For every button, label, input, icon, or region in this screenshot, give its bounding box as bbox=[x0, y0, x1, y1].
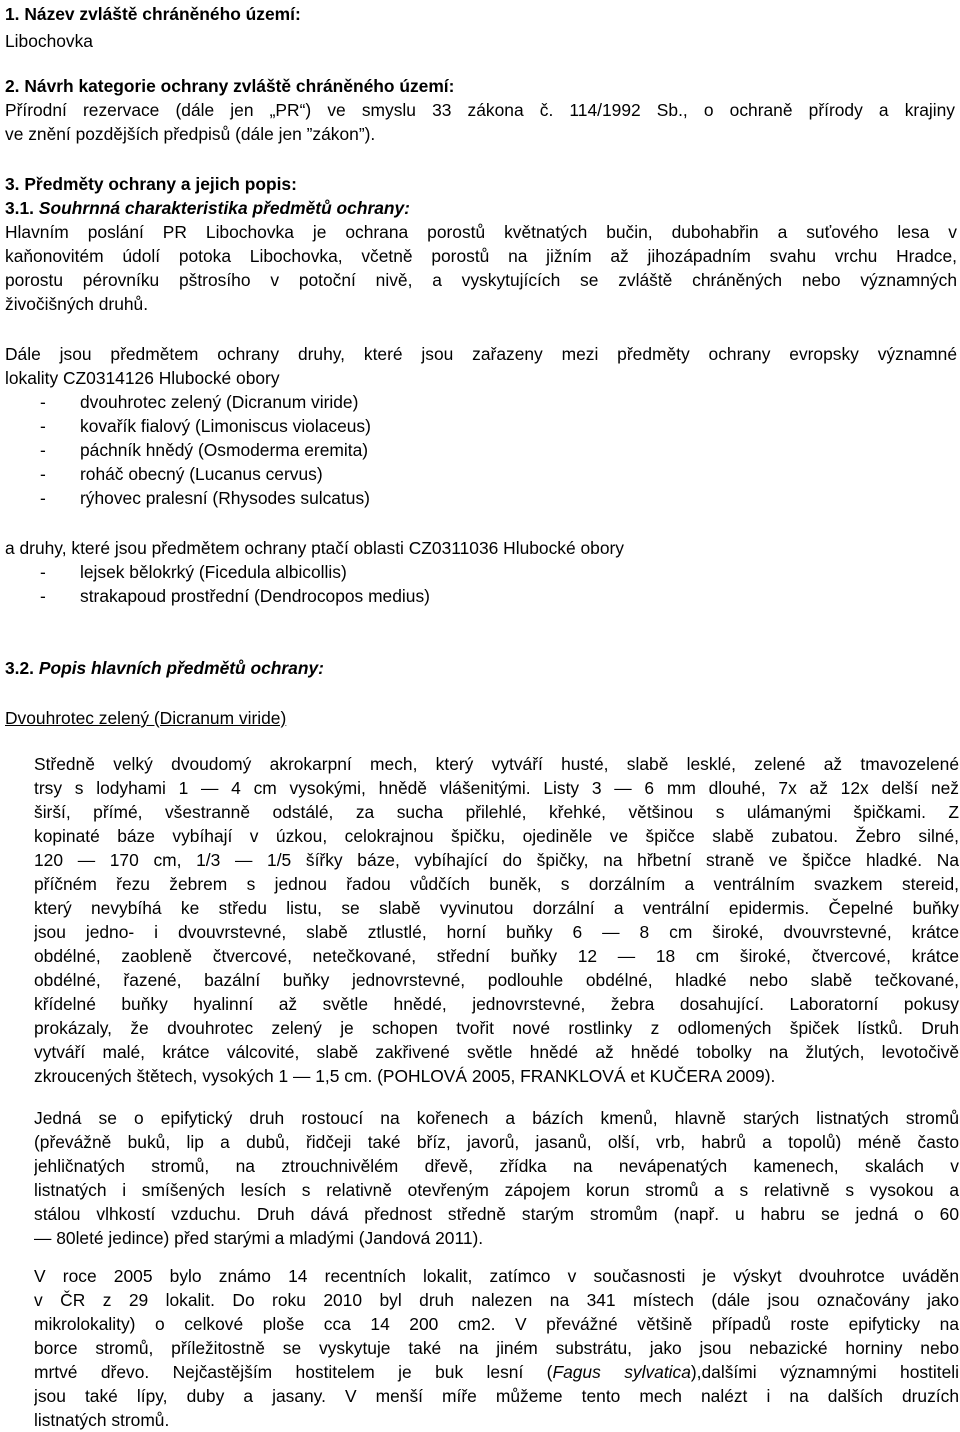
desc-line: trsy s lodyhami 1 — 4 cm vysokými, hnědě vlášenitými. Listy 3 — 6 mm dlouhé, 7x až 12x delší než bbox=[34, 778, 959, 798]
desc-line: 120 — 170 cm, 1/3 — 1/5 šířky báze, vybíhající do špičky, na hřbetní straně ve špičce hladké. Na bbox=[34, 850, 959, 870]
desc-line: kopinaté báze vybíhají v úzkou, celokrajnou špičku, ojediněle ve špičce slabě zubatou. Žebro silné, bbox=[34, 826, 959, 846]
desc-line: Jedná se o epifytický druh rostoucí na kořenech a bázích kmenů, hlavně starých listnatých stromů bbox=[34, 1108, 959, 1128]
desc-line: (převážně buků, lip a dubů, řidčeji také bříz, javorů, jasanů, olší, vrb, habrů a topolů) méně často bbox=[34, 1132, 959, 1152]
list-item: - strakapoud prostřední (Dendrocopos medius) bbox=[40, 586, 430, 606]
desc-line: — 80leté jedince) před starými a mladými (Jandová 2011). bbox=[34, 1228, 484, 1248]
desc-line: vytváří malé, krátce válcovité, slabě zakřivené světle hnědé až hnědé tobolky na žlutých, levotočivě bbox=[34, 1042, 959, 1062]
desc-line: stálou vlhkostí vzduchu. Druh dává přednost středně starým stromům (např. u habru se jedná o 60 bbox=[34, 1204, 959, 1224]
desc-line: jsou také lípy, duby a jasany. V menší míře můžeme tento mech nalézt i na dalších druzích bbox=[34, 1386, 959, 1406]
desc-line: jsou jedno- i dvouvrstevné, slabě ztlustlé, horní buňky 6 — 8 cm široké, dvouvrstevné, krátce bbox=[34, 922, 959, 942]
subsection-3-1-number: 3.1. bbox=[5, 198, 35, 218]
species-title: Dvouhrotec zelený (Dicranum viride) bbox=[5, 708, 287, 728]
subsection-3-2-title: Popis hlavních předmětů ochrany: bbox=[38, 658, 324, 678]
latin-name: Fagus sylvatica bbox=[552, 1362, 691, 1382]
subsection-3-2-number: 3.2. bbox=[5, 658, 35, 678]
section-3-heading: 3. Předměty ochrany a jejich popis: bbox=[5, 174, 297, 194]
evl-paragraph bbox=[5, 342, 957, 390]
subsection-3-1-title: Souhrnná charakteristika předmětů ochrany: bbox=[38, 198, 410, 218]
desc-line: listnatých i smíšených lesích s relativně otevřeným zápojem korun stromů a s relativně s vysokou a bbox=[34, 1180, 959, 1200]
species-description-3 bbox=[34, 1264, 959, 1432]
desc-line: v ČR z 29 lokalit. Do roku 2010 byl druh nalezen na 341 místech (dále jsou označovány jako bbox=[34, 1290, 959, 1310]
section-2-heading: 2. Návrh kategorie ochrany zvláště chráněného území: bbox=[5, 76, 455, 96]
list-item: - lejsek bělokrký (Ficedula albicollis) bbox=[40, 562, 347, 582]
protected-area-name: Libochovka bbox=[5, 31, 93, 51]
list-item: - kovařík fialový (Limoniscus violaceus) bbox=[40, 416, 371, 436]
species-description-1 bbox=[34, 752, 959, 1088]
desc-line: zkroucených štětech, vysokých 1 — 1,5 cm. (POHLOVÁ 2005, FRANKLOVÁ et KUČERA 2009). bbox=[34, 1066, 776, 1086]
list-item: - rýhovec pralesní (Rhysodes sulcatus) bbox=[40, 488, 370, 508]
category-text-line-1: Přírodní rezervace (dále jen „PR“) ve smyslu 33 zákona č. 114/1992 Sb., o ochraně přírody a krajiny bbox=[5, 100, 955, 120]
subsection-3-2-heading bbox=[5, 656, 955, 680]
desc-line: křídelné buňky hyalinní až světle hnědé, jednovrstevné, žebra dosahující. Laboratorní pokusy bbox=[34, 994, 959, 1014]
desc-line: mrtvé dřevo. Nejčastějším hostitelem je buk lesní (Fagus sylvatica),dalšími významnými hostiteli bbox=[34, 1362, 959, 1382]
category-text-line-2: ve znění pozdějších předpisů (dále jen ”zákon”). bbox=[5, 124, 376, 144]
desc-line: jehličnatých stromů, na ztrouchnivělém dřevě, zřídka na nevápenatých kamenech, skalách v bbox=[34, 1156, 959, 1176]
summary-line: kaňonovitém údolí potoka Libochovka, včetně porostů na jižním až jihozápadním svahu vrchu Hradce, bbox=[5, 246, 957, 266]
summary-paragraph bbox=[5, 220, 957, 316]
list-item: - dvouhrotec zelený (Dicranum viride) bbox=[40, 392, 359, 412]
desc-line: Středně velký dvoudomý akrokarpní mech, který vytváří husté, slabě lesklé, zelené až tmavozelené bbox=[34, 754, 959, 774]
desc-line: listnatých stromů. bbox=[34, 1410, 170, 1430]
list-item: - páchník hnědý (Osmoderma eremita) bbox=[40, 440, 369, 460]
desc-line: borce stromů, příležitostně se vyskytuje také na jiném substrátu, jako jsou nebazické horniny nebo bbox=[34, 1338, 959, 1358]
evl-line: Dále jsou předmětem ochrany druhy, které jsou zařazeny mezi předměty ochrany evropsky významné bbox=[5, 344, 957, 364]
evl-line: lokality CZ0314126 Hlubocké obory bbox=[5, 368, 280, 388]
species-description-2 bbox=[34, 1106, 959, 1250]
bird-area-paragraph: a druhy, které jsou předmětem ochrany ptačí oblasti CZ0311036 Hlubocké obory bbox=[5, 538, 624, 558]
desc-line: mikrolokality) o celkové ploše cca 14 200 cm2. V převážné většině případů roste epifyticky na bbox=[34, 1314, 959, 1334]
desc-line: prokázaly, že dvouhrotec zelený je schopen tvořit nové rostlinky z odlomených špiček lístků. Druh bbox=[34, 1018, 959, 1038]
desc-line: příčném řezu žebrem s jednou řadou vůdčích buněk, s dorzálním a ventrálním svazkem stereid, bbox=[34, 874, 959, 894]
desc-line: který nevybíhá ke středu listu, se slabě vyvinutou dorzální a ventrální epidermis. Čepelné buňky bbox=[34, 898, 959, 918]
desc-line: obdélné, řazené, bazální buňky jednovrstevné, podlouhle obdélné, hladké nebo slabě tečkované, bbox=[34, 970, 959, 990]
list-item: - roháč obecný (Lucanus cervus) bbox=[40, 464, 323, 484]
desc-line: obdélné, zaobleně čtvercové, netečkované, střední buňky 12 — 18 cm široké, čtvercové, krátce bbox=[34, 946, 959, 966]
summary-line: Hlavním poslání PR Libochovka je ochrana porostů květnatých bučin, dubohabřin a suťového lesa v bbox=[5, 222, 957, 242]
desc-line: širší, přímé, všestranně odstálé, za sucha přilehlé, křehké, většinou s ulámanými špičkami. Z bbox=[34, 802, 959, 822]
section-1-heading: 1. Název zvláště chráněného území: bbox=[5, 4, 301, 24]
desc-line: V roce 2005 bylo známo 14 recentních lokalit, zatímco v současnosti je výskyt dvouhrotce uváděn bbox=[34, 1266, 959, 1286]
subsection-3-1-heading bbox=[5, 196, 955, 220]
summary-line: živočišných druhů. bbox=[5, 294, 149, 314]
summary-line: porostu pérovníku pštrosího v potoční nivě, a vyskytujících se zvláště chráněných nebo významných bbox=[5, 270, 957, 290]
